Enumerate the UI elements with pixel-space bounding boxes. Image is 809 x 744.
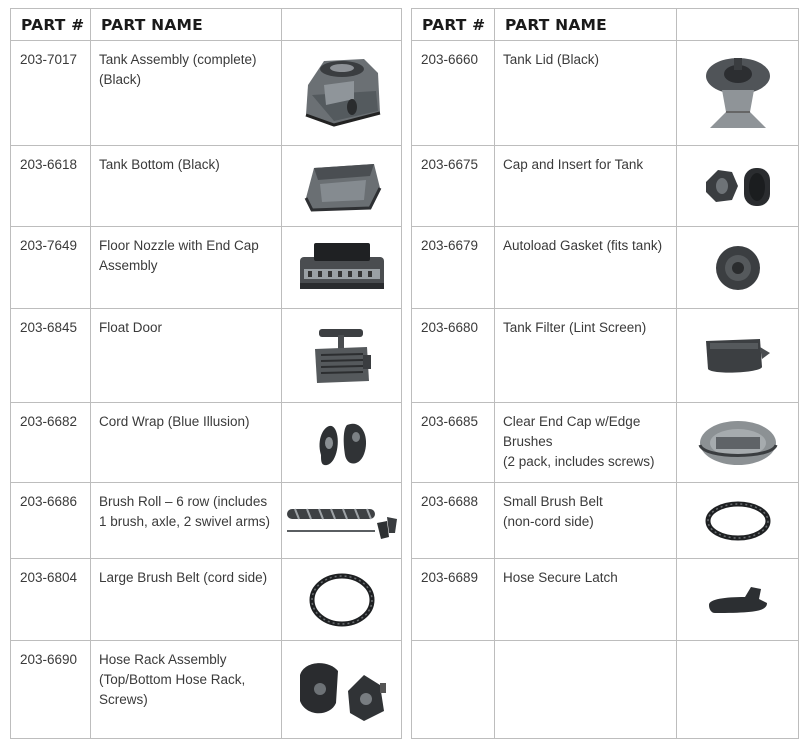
part-image	[677, 41, 799, 146]
part-number: 203-6682	[11, 403, 91, 483]
part-image	[282, 309, 402, 403]
part-number: 203-7649	[11, 227, 91, 309]
part-name-line: Brush Roll – 6 row (includes	[99, 494, 268, 509]
part-name	[495, 403, 677, 483]
header-part-name: PART NAME	[91, 9, 282, 41]
part-number: 203-7017	[11, 41, 91, 146]
header-part-number: PART #	[11, 9, 91, 41]
table-row	[11, 41, 402, 146]
part-name	[91, 483, 282, 559]
part-number: 203-6688	[412, 483, 495, 559]
part-name	[91, 227, 282, 309]
part-name-line: Cap and Insert for Tank	[503, 157, 644, 172]
part-image	[282, 227, 402, 309]
part-number: 203-6675	[412, 146, 495, 227]
part-name-line: Small Brush Belt	[503, 494, 603, 509]
part-name-line: (non-cord side)	[503, 514, 594, 529]
header-image	[677, 9, 799, 41]
part-image	[677, 403, 799, 483]
header-image	[282, 9, 402, 41]
header-part-name: PART NAME	[495, 9, 677, 41]
part-name	[91, 403, 282, 483]
part-number: 203-6689	[412, 559, 495, 641]
table-row	[11, 227, 402, 309]
table-row	[412, 227, 799, 309]
part-image	[677, 309, 799, 403]
part-name	[495, 641, 677, 739]
parts-table-right	[411, 8, 799, 739]
part-number	[412, 641, 495, 739]
part-name	[91, 146, 282, 227]
part-number: 203-6685	[412, 403, 495, 483]
part-name-line: (Black)	[99, 72, 142, 87]
part-number: 203-6679	[412, 227, 495, 309]
part-name-line: Clear End Cap w/Edge Brushes	[503, 414, 641, 449]
table-row	[11, 309, 402, 403]
table-row	[11, 403, 402, 483]
table-row	[412, 641, 799, 739]
part-image	[282, 641, 402, 739]
part-name-line: Floor Nozzle with End Cap	[99, 238, 259, 253]
part-name-line: 1 brush, axle, 2 swivel arms)	[99, 514, 271, 529]
part-name	[495, 227, 677, 309]
part-image	[282, 41, 402, 146]
part-image	[677, 227, 799, 309]
part-number: 203-6845	[11, 309, 91, 403]
part-name-line: Tank Bottom (Black)	[99, 157, 220, 172]
part-name	[91, 641, 282, 739]
part-name	[91, 41, 282, 146]
part-name-line: (Top/Bottom Hose Rack, Screws)	[99, 672, 246, 707]
part-name	[91, 309, 282, 403]
part-name	[495, 41, 677, 146]
part-image	[282, 403, 402, 483]
part-name-line: Tank Assembly (complete)	[99, 52, 257, 67]
table-row	[11, 559, 402, 641]
part-name-line: Hose Secure Latch	[503, 570, 618, 585]
table-row	[412, 309, 799, 403]
part-image	[282, 559, 402, 641]
part-image	[677, 641, 799, 739]
part-image	[677, 483, 799, 559]
part-name	[495, 146, 677, 227]
part-number: 203-6690	[11, 641, 91, 739]
part-number: 203-6660	[412, 41, 495, 146]
parts-table-left	[10, 8, 402, 739]
header-part-number: PART #	[412, 9, 495, 41]
part-number: 203-6618	[11, 146, 91, 227]
part-name-line: Assembly	[99, 258, 158, 273]
part-number: 203-6680	[412, 309, 495, 403]
part-image	[282, 483, 402, 559]
part-image	[677, 146, 799, 227]
part-name	[91, 559, 282, 641]
part-name-line: Large Brush Belt (cord side)	[99, 570, 268, 585]
part-number: 203-6686	[11, 483, 91, 559]
part-name-line: Tank Lid (Black)	[503, 52, 600, 67]
part-name	[495, 309, 677, 403]
part-name-line: Autoload Gasket (fits tank)	[503, 238, 663, 253]
part-name	[495, 559, 677, 641]
table-row	[412, 41, 799, 146]
part-image	[677, 559, 799, 641]
table-row	[11, 146, 402, 227]
part-name-line: Tank Filter (Lint Screen)	[503, 320, 647, 335]
table-row	[11, 483, 402, 559]
part-name-line: Float Door	[99, 320, 163, 335]
part-name-line: Hose Rack Assembly	[99, 652, 227, 667]
part-number: 203-6804	[11, 559, 91, 641]
part-name-line: Cord Wrap (Blue Illusion)	[99, 414, 250, 429]
table-row	[412, 146, 799, 227]
part-name-line: (2 pack, includes screws)	[503, 454, 655, 469]
part-image	[282, 146, 402, 227]
table-row	[412, 403, 799, 483]
part-name	[495, 483, 677, 559]
table-row	[412, 559, 799, 641]
table-row	[412, 483, 799, 559]
table-row	[11, 641, 402, 739]
